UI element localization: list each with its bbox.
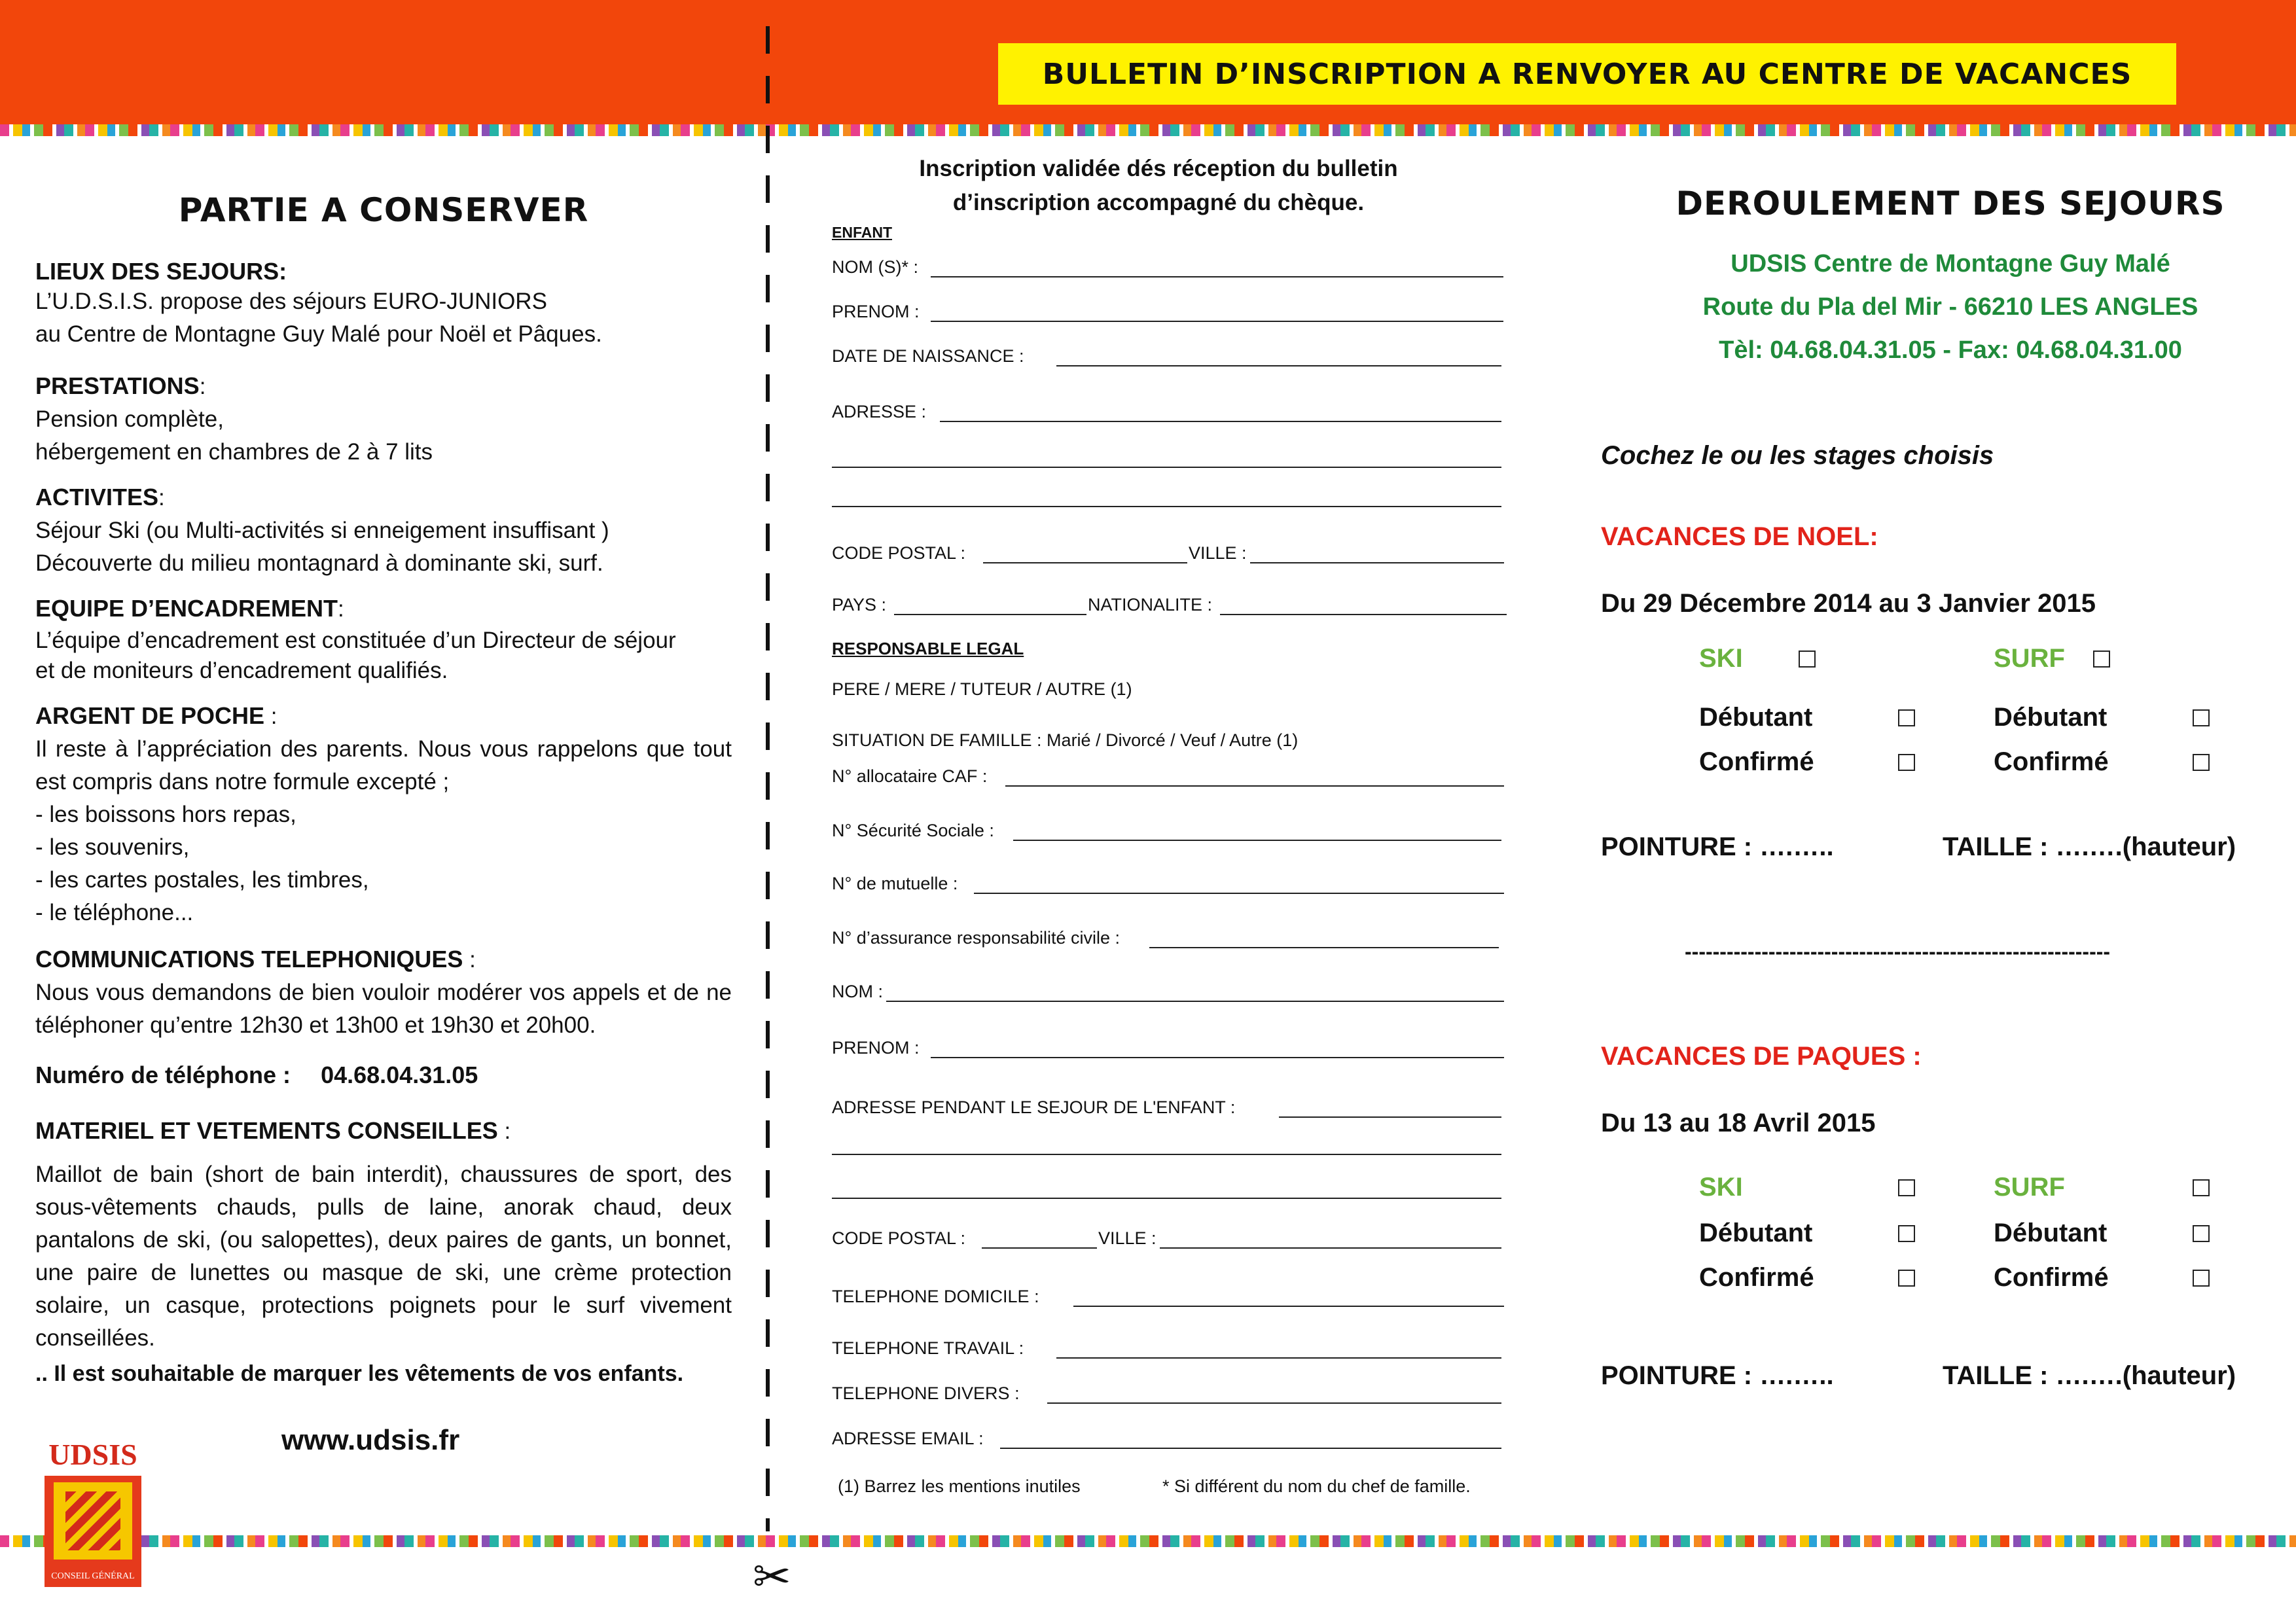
noel-ski-confirme-label: Confirmé xyxy=(1699,747,1814,776)
decorative-stripe-top xyxy=(0,124,2296,136)
label-caf: N° allocataire CAF : xyxy=(832,766,988,786)
field-prenom[interactable] xyxy=(931,321,1503,322)
label-nom-responsable: NOM : xyxy=(832,982,883,1001)
label-code-postal: CODE POSTAL : xyxy=(832,543,966,563)
field-adresse-sejour-2[interactable] xyxy=(832,1154,1501,1155)
noel-ski-confirme-checkbox[interactable] xyxy=(1898,754,1915,771)
left-title: PARTIE A CONSERVER xyxy=(178,191,589,229)
activites-line-2: Découverte du milieu montagnard à dominante ski, surf. xyxy=(35,550,603,576)
phone-number-label: Numéro de téléphone : xyxy=(35,1061,291,1088)
equipe-line-2: et de moniteurs d’encadrement qualifiés. xyxy=(35,658,448,683)
argent-item-3: - les cartes postales, les timbres, xyxy=(35,867,369,893)
contact-name: UDSIS Centre de Montagne Guy Malé xyxy=(1731,250,2170,277)
label-prenom: PRENOM : xyxy=(832,302,920,321)
paques-ski-debutant-checkbox[interactable] xyxy=(1898,1225,1915,1242)
form-intro-line-1: Inscription validée dés réception du bulletin xyxy=(919,156,1398,181)
argent-item-4: - le téléphone... xyxy=(35,900,194,925)
decorative-stripe-bottom xyxy=(0,1535,2296,1547)
label-nom: NOM (S)* : xyxy=(832,257,918,277)
field-prenom-responsable[interactable] xyxy=(931,1057,1504,1058)
field-tel-divers[interactable] xyxy=(1047,1402,1501,1404)
field-adresse-sejour-3[interactable] xyxy=(832,1198,1501,1199)
label-ville-2: VILLE : xyxy=(1098,1228,1157,1248)
section-activites xyxy=(35,482,732,580)
contact-phone: Tèl: 04.68.04.31.05 - Fax: 04.68.04.31.00 xyxy=(1719,336,2182,364)
paques-dates: Du 13 au 18 Avril 2015 xyxy=(1601,1109,1876,1137)
label-tel-travail: TELEPHONE TRAVAIL : xyxy=(832,1338,1024,1358)
udsis-logo xyxy=(41,1437,145,1587)
noel-ski-debutant-label: Débutant xyxy=(1699,703,1813,732)
section-communications xyxy=(35,944,732,1042)
phone-number-value: 04.68.04.31.05 xyxy=(321,1061,478,1088)
banner-title: BULLETIN D’INSCRIPTION A RENVOYER AU CENTRE DE VACANCES xyxy=(1042,57,2132,91)
field-nationalite[interactable] xyxy=(1220,614,1507,615)
field-adresse-1[interactable] xyxy=(940,421,1501,422)
field-mutuelle[interactable] xyxy=(974,893,1504,894)
label-assurance: N° d’assurance responsabilité civile : xyxy=(832,928,1121,948)
prestations-colon: : xyxy=(199,374,206,399)
label-pere-mere: PERE / MERE / TUTEUR / AUTRE (1) xyxy=(832,679,1132,699)
equipe-heading: EQUIPE D’ENCADREMENT xyxy=(35,595,338,622)
section-lieux xyxy=(35,258,732,351)
communications-heading: COMMUNICATIONS TELEPHONIQUES xyxy=(35,946,463,972)
paques-surf-label: SURF xyxy=(1994,1173,2065,1202)
noel-ski-label: SKI xyxy=(1699,644,1743,673)
logo-emblem xyxy=(45,1476,141,1587)
logo-claw-icon xyxy=(65,1491,120,1550)
field-nom[interactable] xyxy=(931,276,1503,277)
label-prenom-responsable: PRENOM : xyxy=(832,1038,920,1058)
field-ville-2[interactable] xyxy=(1160,1247,1501,1249)
equipe-line-1: L’équipe d’encadrement est constituée d’un Directeur de séjour xyxy=(35,628,676,653)
field-adresse-sejour-1[interactable] xyxy=(1279,1116,1501,1118)
section-prestations xyxy=(35,370,732,469)
form-intro-line-2: d’inscription accompagné du chèque. xyxy=(952,190,1365,215)
logo-name: UDSIS xyxy=(48,1438,137,1471)
materiel-note: .. Il est souhaitable de marquer les vêtements de vos enfants. xyxy=(35,1361,684,1386)
noel-surf-checkbox[interactable] xyxy=(2093,651,2110,668)
field-assurance[interactable] xyxy=(1149,947,1499,948)
noel-heading: VACANCES DE NOEL: xyxy=(1601,522,1878,551)
contact-address: Route du Pla del Mir - 66210 LES ANGLES xyxy=(1702,293,2198,321)
phone-number-line xyxy=(35,1061,732,1089)
header-banner xyxy=(998,43,2176,105)
noel-ski-debutant-checkbox[interactable] xyxy=(1898,709,1915,726)
activites-line-1: Séjour Ski (ou Multi-activités si enneigement insuffisant ) xyxy=(35,518,609,543)
lieux-heading: LIEUX DES SEJOURS: xyxy=(35,258,287,285)
paques-ski-confirme-label: Confirmé xyxy=(1699,1263,1814,1292)
section-responsable-legal: RESPONSABLE LEGAL xyxy=(832,639,1024,658)
field-email[interactable] xyxy=(1000,1448,1501,1449)
paques-ski-confirme-checkbox[interactable] xyxy=(1898,1270,1915,1287)
argent-item-1: - les boissons hors repas, xyxy=(35,802,296,827)
field-code-postal-2[interactable] xyxy=(982,1247,1097,1249)
prestations-line-1: Pension complète, xyxy=(35,406,224,432)
prestations-line-2: hébergement en chambres de 2 à 7 lits xyxy=(35,439,433,465)
lieux-line-1: L’U.D.S.I.S. propose des séjours EURO-JUNIORS xyxy=(35,289,547,314)
noel-surf-confirme-label: Confirmé xyxy=(1994,747,2109,776)
website-link[interactable]: www.udsis.fr xyxy=(281,1424,460,1456)
paques-surf-confirme-label: Confirmé xyxy=(1994,1263,2109,1292)
footnote-1: (1) Barrez les mentions inutiles xyxy=(838,1476,1081,1496)
label-ville: VILLE : xyxy=(1189,543,1247,563)
noel-surf-label: SURF xyxy=(1994,644,2065,673)
label-adresse: ADRESSE : xyxy=(832,402,927,421)
label-nationalite: NATIONALITE : xyxy=(1088,595,1213,615)
field-tel-domicile[interactable] xyxy=(1073,1306,1504,1307)
paques-ski-label: SKI xyxy=(1699,1173,1743,1202)
noel-surf-debutant-checkbox[interactable] xyxy=(2193,709,2210,726)
label-email: ADRESSE EMAIL : xyxy=(832,1429,984,1448)
argent-paragraph: Il reste à l’appréciation des parents. Nous vous rappelons que tout est compris dans notre formule excepté ; xyxy=(35,736,732,794)
paques-surf-checkbox[interactable] xyxy=(2193,1179,2210,1196)
materiel-paragraph: Maillot de bain (short de bain interdit), chaussures de sport, des sous-vêtements chauds, pulls de laine, anorak chaud, deux pantalons de ski, (ou salopettes), deux paires de gants, un bonnet, une paire de lunettes ou masque de ski, une crème protection solaire, un casque, protections poignets pour le surf vivement conseillées. xyxy=(35,1162,732,1351)
cut-line xyxy=(766,26,770,1531)
noel-surf-confirme-checkbox[interactable] xyxy=(2193,754,2210,771)
field-caf[interactable] xyxy=(1005,785,1504,787)
label-mutuelle: N° de mutuelle : xyxy=(832,874,958,893)
noel-pointure: POINTURE : ….….. xyxy=(1601,832,1834,861)
scissors-icon: ✂ xyxy=(753,1551,791,1602)
section-equipe xyxy=(35,593,732,686)
field-adresse-3[interactable] xyxy=(832,506,1501,507)
paques-taille: TAILLE : ….….(hauteur) xyxy=(1943,1361,2236,1390)
argent-item-2: - les souvenirs, xyxy=(35,834,190,860)
lieux-line-2: au Centre de Montagne Guy Malé pour Noël et Pâques. xyxy=(35,321,602,347)
section-argent xyxy=(35,700,732,929)
field-tel-travail[interactable] xyxy=(1056,1357,1501,1359)
noel-taille: TAILLE : ….….(hauteur) xyxy=(1943,832,2236,861)
paques-surf-debutant-checkbox[interactable] xyxy=(2193,1225,2210,1242)
form-intro xyxy=(831,152,1486,220)
label-situation-famille: SITUATION DE FAMILLE : Marié / Divorcé / Veuf / Autre (1) xyxy=(832,730,1299,750)
field-code-postal[interactable] xyxy=(983,562,1187,563)
label-code-postal-2: CODE POSTAL : xyxy=(832,1228,966,1248)
noel-ski-checkbox[interactable] xyxy=(1799,651,1816,668)
label-pays: PAYS : xyxy=(832,595,887,615)
paques-surf-debutant-label: Débutant xyxy=(1994,1219,2108,1247)
equipe-colon: : xyxy=(338,596,344,622)
paques-ski-debutant-label: Débutant xyxy=(1699,1219,1813,1247)
argent-heading: ARGENT DE POCHE xyxy=(35,702,265,729)
noel-dates: Du 29 Décembre 2014 au 3 Janvier 2015 xyxy=(1601,589,2096,618)
field-ville[interactable] xyxy=(1250,562,1504,563)
separator-dashes: ------------------------------------------------------------- xyxy=(1685,940,2111,963)
materiel-heading: MATERIEL ET VETEMENTS CONSEILLES xyxy=(35,1117,498,1144)
communications-paragraph: Nous vous demandons de bien vouloir modérer vos appels et de ne téléphoner qu’entre 12h30 et 13h00 et 19h30 et 20h00. xyxy=(35,980,732,1038)
materiel-colon: : xyxy=(497,1118,511,1144)
communications-colon: : xyxy=(463,947,476,972)
right-title: DEROULEMENT DES SEJOURS xyxy=(1676,185,2225,223)
prestations-heading: PRESTATIONS xyxy=(35,372,200,399)
field-securite-sociale[interactable] xyxy=(1013,840,1501,841)
field-pays[interactable] xyxy=(894,614,1086,615)
label-date-naissance: DATE DE NAISSANCE : xyxy=(832,346,1024,366)
logo-subtitle: CONSEIL GÉNÉRAL xyxy=(51,1571,135,1581)
label-tel-divers: TELEPHONE DIVERS : xyxy=(832,1383,1020,1403)
paques-pointure: POINTURE : ….….. xyxy=(1601,1361,1834,1390)
argent-colon: : xyxy=(264,704,278,729)
label-adresse-sejour: ADRESSE PENDANT LE SEJOUR DE L'ENFANT : xyxy=(832,1097,1236,1117)
noel-surf-debutant-label: Débutant xyxy=(1994,703,2108,732)
field-date-naissance[interactable] xyxy=(1056,365,1501,366)
activites-colon: : xyxy=(158,485,165,510)
section-materiel xyxy=(35,1115,732,1387)
label-securite-sociale: N° Sécurité Sociale : xyxy=(832,821,994,840)
field-adresse-2[interactable] xyxy=(832,467,1501,468)
label-tel-domicile: TELEPHONE DOMICILE : xyxy=(832,1287,1039,1306)
footnote-2: * Si différent du nom du chef de famille. xyxy=(1162,1476,1471,1496)
paques-heading: VACANCES DE PAQUES : xyxy=(1601,1042,1922,1071)
cochez-instruction: Cochez le ou les stages choisis xyxy=(1601,441,1994,470)
section-enfant: ENFANT xyxy=(832,224,892,241)
paques-ski-checkbox[interactable] xyxy=(1898,1179,1915,1196)
activites-heading: ACTIVITES xyxy=(35,484,159,510)
paques-surf-confirme-checkbox[interactable] xyxy=(2193,1270,2210,1287)
field-nom-responsable[interactable] xyxy=(886,1001,1504,1002)
